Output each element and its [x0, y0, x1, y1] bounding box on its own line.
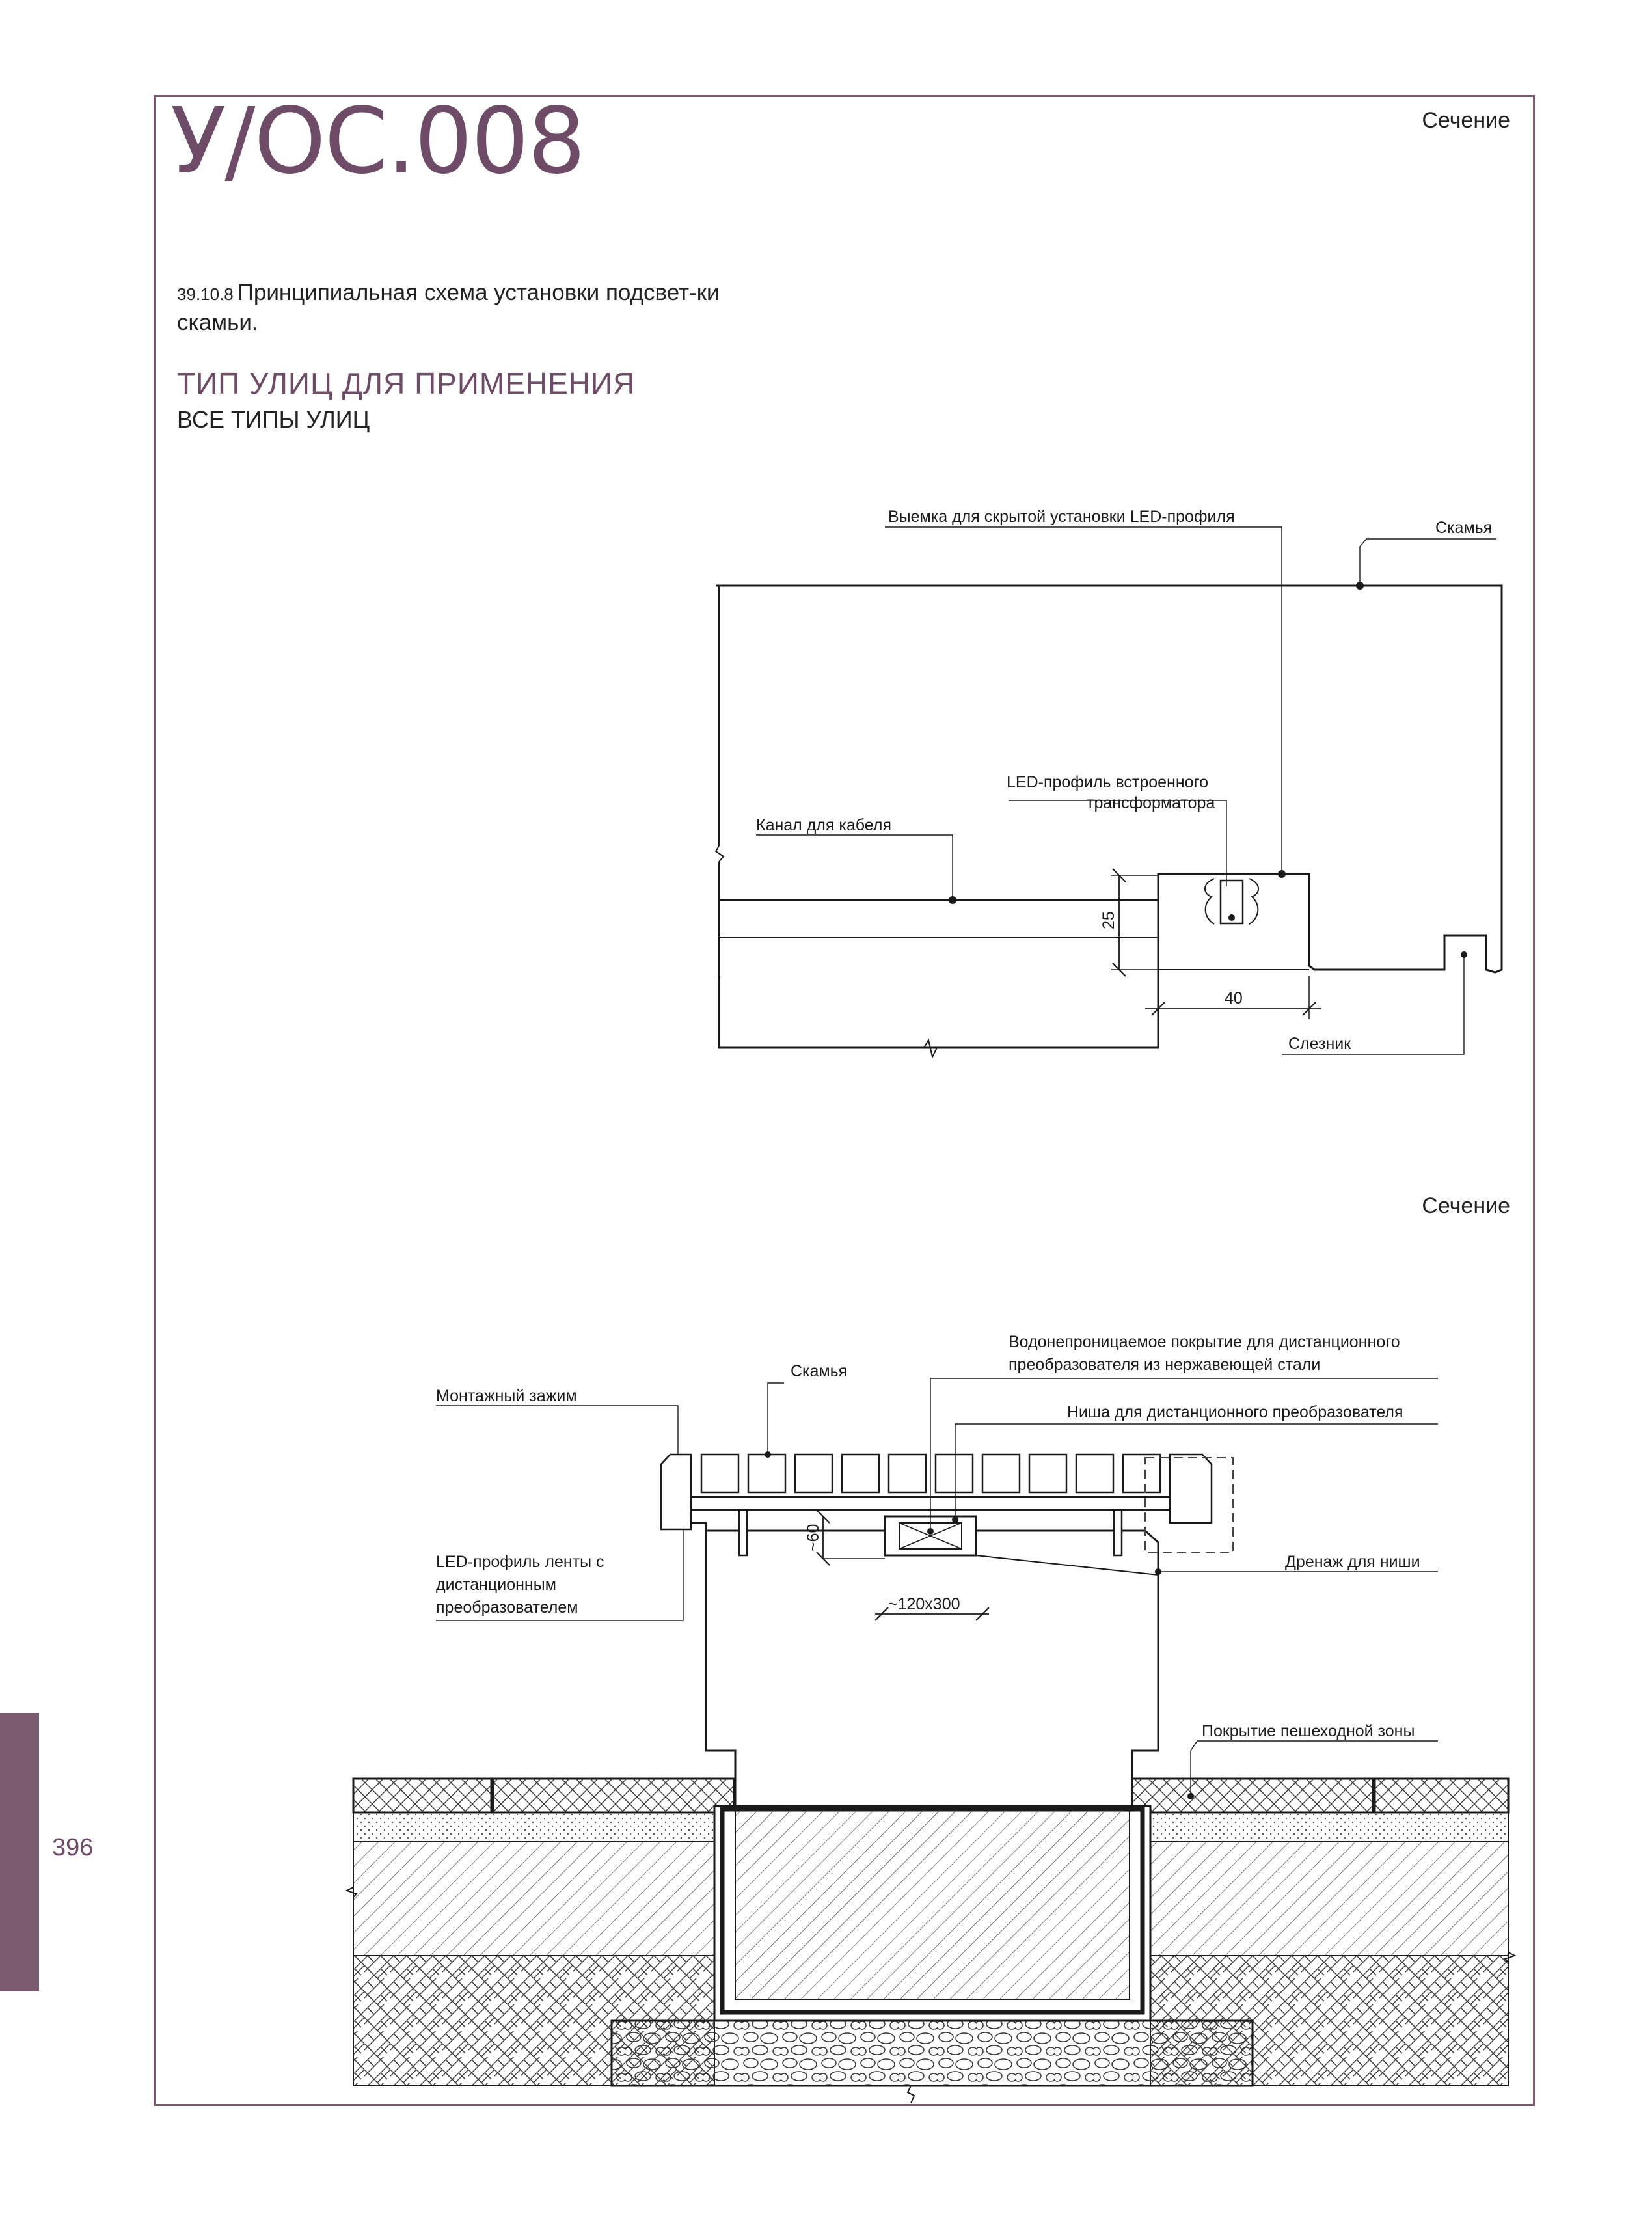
- dim-width: 40: [1225, 989, 1243, 1007]
- street-type-heading: ТИП УЛИЦ ДЛЯ ПРИМЕНЕНИЯ: [177, 366, 636, 400]
- label-bench-top: Скамья: [1435, 519, 1493, 537]
- label-waterproof-2: преобразователя из нержавеющей стали: [1009, 1356, 1321, 1374]
- page-number: 396: [52, 1834, 94, 1861]
- label-drip: Слезник: [1288, 1035, 1351, 1053]
- label-bench-bottom: Скамья: [791, 1362, 848, 1380]
- description-text: Принципиальная схема установки подсвет-ки скамьи.: [177, 280, 720, 335]
- description-number: 39.10.8: [177, 284, 234, 304]
- label-led-strip-1: LED-профиль ленты с: [436, 1553, 604, 1571]
- label-recess: Выемка для скрытой установки LED-профиля: [888, 508, 1235, 526]
- label-waterproof-1: Водонепроницаемое покрытие для дистанционного: [1009, 1333, 1400, 1351]
- street-type-value: ВСЕ ТИПЫ УЛИЦ: [177, 406, 370, 433]
- label-clamp: Монтажный зажим: [436, 1387, 577, 1405]
- dim-height: 25: [1100, 911, 1118, 929]
- label-paving: Покрытие пешеходной зоны: [1202, 1722, 1415, 1740]
- label-led-profile-1: LED-профиль встроенного: [1007, 773, 1209, 791]
- label-niche: Ниша для дистанционного преобразователя: [1067, 1403, 1403, 1421]
- label-led-profile-2: трансформатора: [1087, 794, 1215, 812]
- detail-code: У/ОС.008: [170, 89, 585, 195]
- label-led-strip-3: преобразователем: [436, 1598, 578, 1617]
- section-label-top: Сечение: [1422, 108, 1510, 133]
- dim-niche-size: ~120х300: [888, 1595, 960, 1613]
- label-drain: Дренаж для ниши: [1285, 1553, 1420, 1571]
- label-cable-channel: Канал для кабеля: [756, 816, 891, 834]
- diagram-bottom: [347, 1378, 1515, 2103]
- dim-depth: ~60: [804, 1524, 822, 1552]
- section-label-bottom: Сечение: [1422, 1194, 1510, 1218]
- diagram-top: [716, 527, 1502, 1057]
- label-led-strip-2: дистанционным: [436, 1576, 556, 1594]
